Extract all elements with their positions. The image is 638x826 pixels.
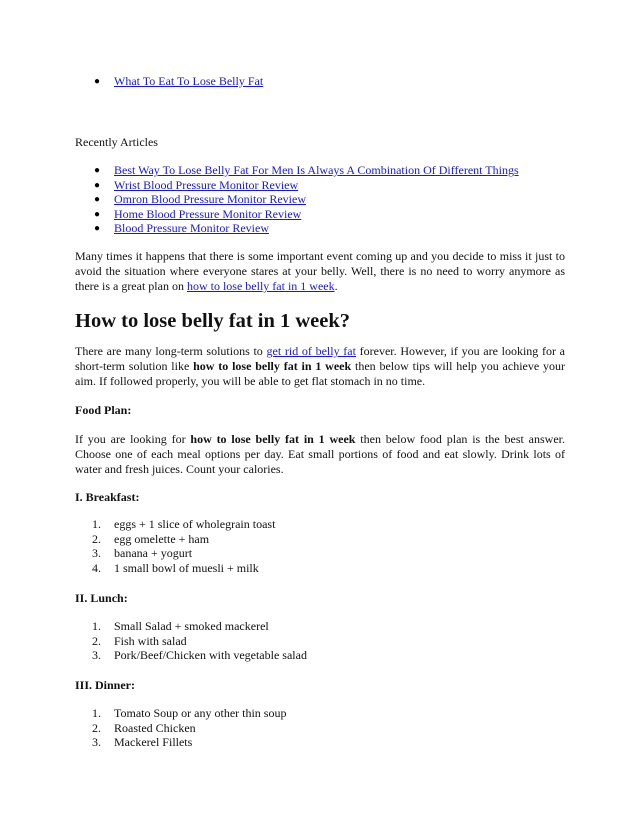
list-item-text: egg omelette + ham — [114, 531, 210, 546]
list-item — [92, 648, 307, 663]
recent-article-link[interactable]: Omron Blood Pressure Monitor Review — [114, 192, 306, 206]
list-item — [92, 706, 287, 721]
list-item-text: Tomato Soup or any other thin soup — [114, 706, 287, 720]
link-lose-belly-fat-1-week[interactable]: how to lose belly fat in 1 week — [186, 279, 335, 293]
bullet-icon: ● — [94, 165, 101, 176]
list-number: 3. — [92, 735, 101, 749]
para-text: then below food plan is the best answer. Choose one of each meal options per day. Eat small portions of food and eat slowly. Drink lots of water and fresh juices. Count your calories. — [75, 432, 565, 476]
dinner-heading: III. Dinner: — [75, 678, 136, 692]
link-what-to-eat[interactable]: What To Eat To Lose Belly Fat — [114, 74, 264, 88]
list-item-text: 1 small bowl of muesli + milk — [114, 560, 259, 575]
list-item — [94, 192, 519, 207]
intro-text: Many times it happens that there is some important event coming up and you decide to miss it just to avoid the situation where everyone stares at your belly. Well, there is no need to worry anymore as there is a great plan on — [75, 249, 565, 293]
list-item — [92, 517, 276, 532]
list-item-text: eggs + 1 slice of wholegrain toast — [114, 517, 276, 531]
list-item — [94, 163, 519, 178]
bullet-icon: ● — [94, 208, 101, 220]
list-number: 2. — [92, 720, 101, 735]
intro-paragraph — [75, 249, 565, 294]
list-item — [94, 74, 264, 89]
lunch-list — [92, 619, 307, 663]
list-item-text: Fish with salad — [114, 633, 187, 648]
list-number: 3. — [92, 546, 101, 560]
recent-articles-list — [94, 163, 519, 236]
recent-articles-heading: Recently Articles — [75, 135, 158, 149]
breakfast-list — [92, 517, 276, 575]
dinner-list — [92, 706, 287, 750]
list-item-text: banana + yogurt — [114, 546, 193, 560]
recent-article-link[interactable]: Home Blood Pressure Monitor Review — [114, 206, 302, 221]
list-number: 2. — [92, 633, 101, 648]
para-text: then below tips will help you achieve your aim. If followed properly, you will be able to get flat stomach in no time. — [75, 359, 566, 388]
list-item — [94, 177, 519, 193]
para-bold-text: how to lose belly fat in 1 week — [193, 359, 352, 373]
bullet-icon: ● — [94, 76, 101, 87]
list-item — [92, 531, 275, 547]
list-item — [92, 546, 275, 561]
intro-solutions-paragraph — [75, 344, 565, 389]
para-text: There are many long-term solutions to — [75, 344, 267, 358]
list-item-text: Pork/Beef/Chicken with vegetable salad — [114, 648, 307, 662]
list-item — [92, 619, 307, 634]
bullet-icon: ● — [94, 179, 101, 191]
list-number: 1. — [92, 706, 101, 720]
list-number: 1. — [92, 517, 101, 531]
list-item-text: Mackerel Fillets — [114, 735, 193, 749]
food-plan-paragraph — [75, 432, 565, 477]
breakfast-heading: I. Breakfast: — [75, 490, 140, 504]
para-text: If you are looking for — [75, 432, 191, 446]
list-item-text: Roasted Chicken — [114, 720, 196, 735]
recent-article-link[interactable]: Best Way To Lose Belly Fat For Men Is Always A Combination Of Different Things — [114, 163, 519, 177]
recent-article-link[interactable]: Blood Pressure Monitor Review — [114, 221, 269, 235]
list-item — [92, 720, 286, 736]
top-link-list — [94, 74, 264, 89]
bullet-icon: ● — [94, 223, 101, 234]
list-number: 3. — [92, 648, 101, 662]
para-bold-text: how to lose belly fat in 1 week — [190, 432, 356, 446]
list-item — [92, 560, 275, 576]
link-get-rid-of-belly-fat[interactable]: get rid of belly fat — [266, 344, 356, 358]
list-number: 4. — [92, 560, 101, 575]
list-number: 2. — [92, 531, 101, 546]
list-item — [92, 633, 307, 649]
page-title: How to lose belly fat in 1 week? — [75, 310, 351, 332]
para-text: forever. However, if you are looking for a short-term solution like — [75, 344, 566, 373]
recent-article-link[interactable]: Wrist Blood Pressure Monitor Review — [114, 177, 299, 192]
list-item-text: Small Salad + smoked mackerel — [114, 619, 269, 633]
bullet-icon: ● — [94, 194, 101, 205]
intro-text-end: . — [334, 279, 338, 293]
list-number: 1. — [92, 619, 101, 633]
list-item — [94, 206, 519, 222]
lunch-heading: II. Lunch: — [75, 591, 128, 605]
food-plan-heading: Food Plan: — [75, 403, 132, 417]
list-item — [94, 221, 519, 236]
list-item — [92, 735, 286, 750]
